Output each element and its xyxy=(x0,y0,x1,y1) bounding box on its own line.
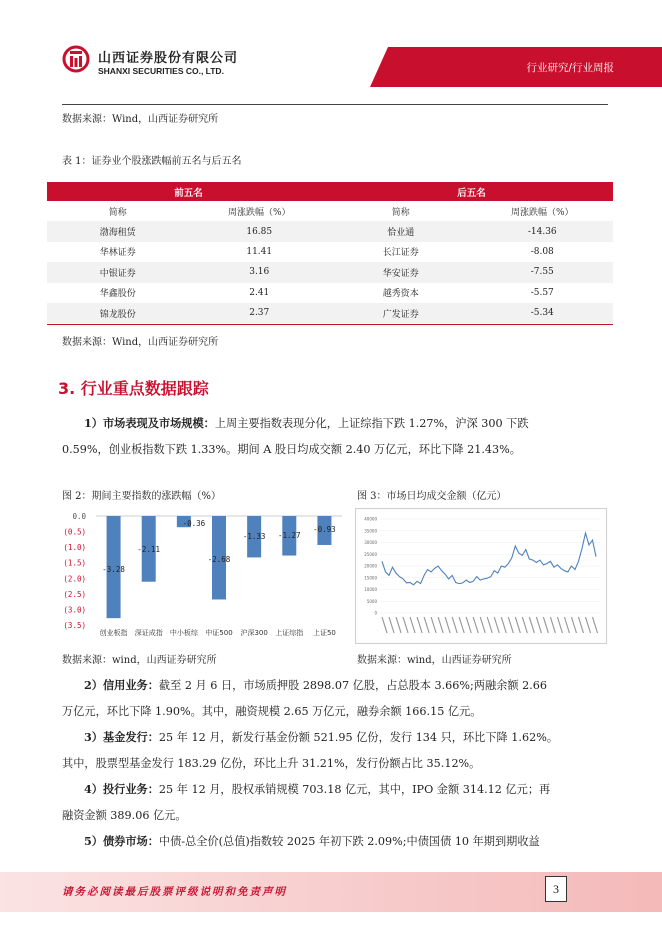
cell-name: 华林证券 xyxy=(47,242,189,262)
header-divider xyxy=(62,104,608,105)
data-source-top: 数据来源：Wind，山西证券研究所 xyxy=(62,114,219,125)
x-tick-label xyxy=(564,617,569,633)
y-tick-label: (1.0) xyxy=(63,543,86,553)
para-lead: 5）债券市场： xyxy=(84,834,159,848)
x-tick-label: 上证50 xyxy=(312,629,336,637)
bar-value-label: -0.36 xyxy=(182,519,206,529)
x-tick-label xyxy=(417,617,422,633)
cell-name: 中银证券 xyxy=(47,262,189,282)
table-caption: 表 1：证券业个股涨跌幅前五名与后五名 xyxy=(62,156,242,167)
x-tick-label xyxy=(522,617,527,633)
cell-change: -5.34 xyxy=(472,303,614,323)
company-name-cn: 山西证券股份有限公司 xyxy=(98,51,239,66)
bar-value-label: -3.28 xyxy=(102,565,125,575)
page-number: 3 xyxy=(545,876,567,902)
cell-name: 渤海租赁 xyxy=(47,221,189,241)
table-source: 数据来源：Wind，山西证券研究所 xyxy=(62,337,219,348)
x-tick-label xyxy=(424,617,429,633)
x-tick-label: 上证综指 xyxy=(275,629,304,637)
table-row xyxy=(47,283,613,303)
x-tick-label xyxy=(459,617,464,633)
table-group-bottom5: 后五名 xyxy=(330,182,613,201)
x-tick-label xyxy=(508,617,513,633)
x-tick-label xyxy=(487,617,492,633)
x-tick-label xyxy=(438,617,443,633)
para-text: 中债-总全价(总值)指数较 2025 年初下跌 2.09%;中债国债 10 年期到期收益 xyxy=(158,835,540,848)
paragraph-bond xyxy=(62,828,612,855)
fig3-source: 数据来源：wind，山西证券研究所 xyxy=(357,655,512,666)
y-tick-label: 5000 xyxy=(366,598,377,604)
table-row xyxy=(47,303,613,323)
x-tick-label xyxy=(571,617,576,633)
table-bottom-rule xyxy=(47,324,613,325)
x-tick-label xyxy=(529,617,534,633)
paragraph-credit xyxy=(62,672,612,725)
x-tick-label xyxy=(585,617,590,633)
cell-change: -7.55 xyxy=(472,262,614,282)
para-text: 25 年 12 月，新发行基金份额 521.95 亿份，发行 134 只，环比下降 1.62%。 xyxy=(158,731,559,744)
y-tick-label: (3.0) xyxy=(63,605,86,615)
x-tick-label xyxy=(536,617,541,633)
fig2-bar-chart xyxy=(62,508,346,642)
y-tick-label: (0.5) xyxy=(63,527,86,537)
cell-name: 华安证券 xyxy=(330,262,472,282)
bar-value-label: -2.68 xyxy=(207,554,231,564)
y-tick-label: 10000 xyxy=(364,587,377,592)
x-tick-label: 深证成指 xyxy=(134,629,163,637)
cell-change: -14.36 xyxy=(472,221,614,241)
bar-value-label: -1.33 xyxy=(242,531,266,541)
fig2-caption: 图 2：期间主要指数的涨跌幅（%） xyxy=(62,491,222,502)
series-line xyxy=(382,533,596,585)
report-category: 行业研究/行业周报 xyxy=(526,62,614,74)
x-tick-label xyxy=(403,617,408,633)
para-text: 0.59%，创业板指数下跌 1.33%。期间 A 股日均成交额 2.40 万亿元，环比下降 21.43%。 xyxy=(62,443,521,456)
x-tick-label xyxy=(501,617,506,633)
para-lead: 4）投行业务： xyxy=(84,782,159,796)
cell-name: 广发证券 xyxy=(330,303,472,323)
x-tick-label xyxy=(543,617,548,633)
para-text: 融资金额 389.06 亿元。 xyxy=(62,809,187,822)
x-tick-label xyxy=(445,617,450,633)
para-lead: 3）基金发行： xyxy=(84,730,159,744)
table-row xyxy=(47,262,613,282)
header-band xyxy=(370,47,662,87)
x-tick-label: 沪深300 xyxy=(240,629,268,637)
x-tick-label xyxy=(410,617,415,633)
para-lead: 1）市场表现及市场规模： xyxy=(84,416,215,430)
y-tick-label: 25000 xyxy=(364,551,377,557)
y-tick-label: 0 xyxy=(374,610,377,616)
para-text: 截至 2 月 6 日，市场质押股 2898.07 亿股，占总股本 3.66%;两融余额 2.66 xyxy=(158,679,548,692)
x-tick-label xyxy=(494,617,499,633)
footer-disclaimer: 请务必阅读最后股票评级说明和免责声明 xyxy=(62,886,287,898)
y-tick-label: (2.5) xyxy=(63,589,86,599)
y-tick-label: (3.5) xyxy=(63,621,86,630)
x-tick-label xyxy=(550,617,555,633)
cell-change: 11.41 xyxy=(189,242,331,262)
x-tick-label: 中证500 xyxy=(205,629,233,637)
cell-name: 越秀资本 xyxy=(330,283,472,303)
y-tick-label: (2.0) xyxy=(63,574,86,584)
table-group-top5: 前五名 xyxy=(47,182,330,201)
x-tick-label xyxy=(382,617,387,633)
fig3-caption: 图 3：市场日均成交金额（亿元） xyxy=(357,491,507,502)
cell-change: 16.85 xyxy=(189,221,331,241)
section-title: 3. 行业重点数据跟踪 xyxy=(58,379,209,398)
x-tick-label xyxy=(389,617,394,633)
cell-change: -5.57 xyxy=(472,283,614,303)
para-text: 其中，股票型基金发行 183.29 亿份，环比上升 31.21%，发行份额占比 35.12%。 xyxy=(62,757,481,770)
x-tick-label xyxy=(396,617,401,633)
cell-change: 2.41 xyxy=(189,283,331,303)
table-row xyxy=(47,242,613,262)
para-text: 上周主要指数表现分化，上证综指下跌 1.27%，沪深 300 下跌 xyxy=(214,417,529,430)
x-tick-label xyxy=(452,617,457,633)
x-tick-label: 创业板指 xyxy=(99,629,128,637)
col-header-change: 周涨跌幅（%） xyxy=(189,201,331,221)
y-tick-label: 20000 xyxy=(364,563,377,569)
y-tick-label: 15000 xyxy=(364,575,377,581)
paragraph-fund xyxy=(62,724,612,777)
fig3-line-chart xyxy=(355,508,607,644)
cell-change: -8.08 xyxy=(472,242,614,262)
table-row xyxy=(47,221,613,241)
y-tick-label: 35000 xyxy=(364,528,377,534)
x-tick-label xyxy=(466,617,471,633)
y-tick-label: 30000 xyxy=(364,540,377,545)
para-lead: 2）信用业务： xyxy=(84,678,159,692)
x-tick-label: 中小板综 xyxy=(169,629,198,637)
x-tick-label xyxy=(557,617,562,633)
x-tick-label xyxy=(592,617,597,633)
y-tick-label: 40000 xyxy=(364,516,377,522)
col-header-name: 简称 xyxy=(330,201,472,221)
cell-change: 2.37 xyxy=(189,303,331,323)
fig2-source: 数据来源：wind，山西证券研究所 xyxy=(62,655,217,666)
para-text: 万亿元，环比下降 1.90%。其中，融资规模 2.65 万亿元，融券余额 166.15 亿元。 xyxy=(62,705,482,718)
cell-name: 长江证券 xyxy=(330,242,472,262)
paragraph-ib xyxy=(62,776,612,829)
bar-value-label: -2.11 xyxy=(137,545,161,555)
paragraph-market xyxy=(62,410,612,463)
x-tick-label xyxy=(578,617,583,633)
x-tick-label xyxy=(431,617,436,633)
x-tick-label xyxy=(480,617,485,633)
col-header-name: 简称 xyxy=(47,201,189,221)
stock-change-table xyxy=(47,182,613,323)
company-logo xyxy=(62,44,90,74)
cell-change: 3.16 xyxy=(189,262,331,282)
company-name-en: SHANXI SECURITIES CO., LTD. xyxy=(98,66,224,76)
y-tick-label: 0.0 xyxy=(72,512,86,521)
cell-name: 恰业通 xyxy=(330,221,472,241)
y-tick-label: (1.5) xyxy=(63,558,86,568)
bar-value-label: -1.27 xyxy=(277,530,301,540)
para-text: 25 年 12 月，股权承销规模 703.18 亿元，其中，IPO 金额 314.12 亿元；再 xyxy=(158,783,551,796)
x-tick-label xyxy=(515,617,520,633)
x-tick-label xyxy=(473,617,478,633)
col-header-change: 周涨跌幅（%） xyxy=(472,201,614,221)
bar-value-label: -0.93 xyxy=(313,524,336,534)
cell-name: 锦龙股份 xyxy=(47,303,189,323)
cell-name: 华鑫股份 xyxy=(47,283,189,303)
